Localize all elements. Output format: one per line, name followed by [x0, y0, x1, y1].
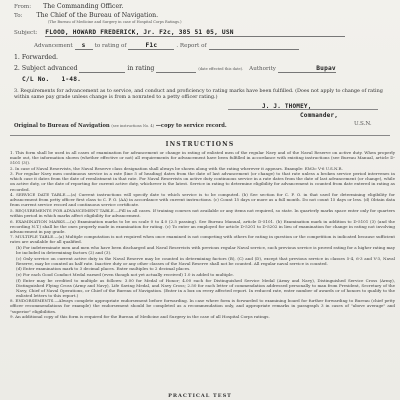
item-forwarded: 1. Forwarded.	[14, 54, 59, 61]
instructions-title: INSTRUCTIONS	[165, 141, 235, 148]
from-line	[14, 3, 123, 11]
subject-line	[14, 29, 345, 37]
advancement-from: s	[75, 42, 93, 50]
instructions-body	[10, 150, 395, 320]
footer-title: PRACTICAL TEST	[168, 393, 232, 399]
advanced-label: 2. Subject advanced	[14, 65, 78, 72]
cl-line	[22, 76, 81, 83]
advancement-line	[34, 42, 299, 50]
instruction-7a: 7. MULTIPLE TABLE.—(a) Multiple computation is not required when once examined is not competing with others for rating in question or the competition is indicated because sufficient rates are available for all qualified.	[10, 234, 395, 245]
instruction-2: 2. In case of Naval Reservists, the Naval Reserve class designation shall always be shown along with the rating wherever it appears. Example: EM3c V-6 U.S.N.R.	[10, 165, 343, 171]
authority-label: Authority	[249, 66, 276, 72]
instruction-4: 4. SERVICE DATE TABLE.—(a) Current instructions will specify date to which service is to be computed. (b) See section for C. P. O. in that used for determining eligibility for advancement from petty officer first class to C. P. O. (AA) in accordance with current instructions. (c) Count 15 days or more as a full month. Do not count 15 days or less. (d) Obtain data from current service record and continuous service certificate.	[10, 192, 395, 208]
cl-value: 1-48.	[61, 76, 82, 83]
subject-label: Subject:	[14, 30, 38, 36]
instruction-7f: (f) Enter may be credited to multiple as follows: 3.00 for Medal of Honor; 4.00 each for Distinguished Service Medal (Army and Navy), Distinguished Service Cross (Army), Distinguished Flying Cross (Army and Navy), Life Saving Medal, and Navy Cross; 2.50 for each letter of commendation addressed personally to man from President, Secretary of the Navy, Chief of Naval Operations, or Chief of the Bureau of Navigation. (Enter in a box on every affected report. In reduced rate, enter number of awards or of honors to qualify to the enlisted letters to this report.)	[16, 277, 395, 298]
to-value: The Chief of the Bureau of Navigation.	[36, 12, 159, 19]
original-note: (see instructions No. 4)	[111, 124, 155, 128]
to-label: To:	[14, 13, 23, 19]
cl-label: C/L No.	[22, 76, 50, 83]
report-of-label: . Report of	[176, 43, 207, 49]
instruction-9: 9. An additional copy of this form is required for the Bureau of Medicine and Surgery in the case of all Hospital Corps ratings.	[10, 314, 270, 320]
authority-value: Bupav	[278, 65, 336, 73]
from-label: From:	[14, 4, 32, 10]
instruction-5: 5. REQUIREMENTS FOR ADVANCEMENT TABLE.—Fill in all cases. If training courses not available or any items not required, so state. In quarterly marks space enter only for quarters within period in which marks affect eligibility for advancement.	[10, 207, 395, 218]
instruction-1: 1. This form shall be used in all cases of examination for advancement or change in rating of enlisted men of the regular Navy and of the Naval Reserve on active duty. When properly made out, the information shown (whether effective or not) all requirements for advancement have been fulfilled in accordance with existing instructions (see Bureau Manual, article D-5101 (3)).	[10, 150, 395, 166]
advanced-date-note: (date effected this date).	[198, 67, 244, 71]
signature-name: J. J. THOMEY,	[262, 103, 312, 110]
instruction-8: 8. ENDORSEMENTS.—Always complete appropriate endorsement before forwarding. In case where form is forwarded to examining board for further forwarding to Bureau (chief petty officer recommendations for example) the endorsement should be completed as a recommendation only, and appropriate remarks in paragraph 3 in cases of "above average" and "superior" eligibilities.	[10, 298, 395, 314]
report-of-blank	[209, 42, 299, 50]
instruction-3: 3. For regular Navy men continuous service in a rate (line 5 of heading) dates from the date of last advancement (or change) to that rate unless a broken service period intervenes in which case it dates from the date of reenlistment in that rate. For Naval Reservists on active duty continuous service in a rate dates from the date of last advancement (or change), while on active duty, or the date of reporting for current active duty, whichever is the latest. Service in rating to determine eligibility for advancement is counted from date entered in rating as recorded.	[10, 171, 395, 192]
signature-service: U.S.N.	[354, 121, 372, 127]
instruction-7d: (d) Enter examination mark to 3 decimal places. Enter multiples to 2 decimal places.	[16, 266, 191, 272]
advanced-in-rating: in rating	[127, 65, 155, 72]
instruction-7e: (e) For each Good Conduct Medal earned (even though not yet actually received) 1.0 is added to multiple.	[16, 272, 234, 278]
instruction-7c: (c) Only service on current active duty in the Naval Reserve may be counted in determining factors (B), (C) and (D), except that previous service in classes 5-4, 6-3 and V-3, Naval Reserve, may be counted as half rate. Inactive duty or any other classes of the Naval Reserve shall not be counted. All regular naval service is counted.	[16, 255, 395, 266]
advancement-to-label: to rating of	[94, 43, 127, 49]
advancement-prefix: Advancement	[34, 43, 73, 49]
signature-title: Commander,	[300, 112, 339, 119]
subject-value: FLOOD, HOWARD FREDERICK, Jr. F2c, 385 51 05, USN	[45, 29, 345, 37]
rating-blank	[156, 65, 196, 73]
divider	[10, 135, 390, 136]
original-label: Original to Bureau of Navigation	[14, 123, 110, 129]
copy-label: —copy to service record.	[155, 123, 227, 129]
to-note: (The Bureau of Medicine and Surgery in case of Hospital Corps Ratings.)	[48, 20, 182, 24]
item-requirements: 3. Requirements for advancement as to service, and conduct and proficiency to rating marks have been fulfilled. (Does not apply to change of rating within same pay grade unless change is from a nonrated to a petty officer rating.)	[14, 88, 383, 101]
original-line	[14, 123, 227, 130]
from-value: The Commanding Officer.	[43, 3, 124, 10]
advancement-to-value: F1c	[128, 42, 174, 50]
instruction-7b: (b) For indeterminate men and men who have been discharged and Naval Reservists with previous regular Naval service, such previous service is proved rating for a higher rating may be included in determining factors (2) and (3).	[16, 245, 396, 256]
instruction-6: 6. EXAMINATION MARKS.—(a) Examination marks to be on scale 0 to 4.0 (2.5 passing). See Bureau Manual, article D-5101. (b) Examination mark in addition to D-5101 (3) (and the recording N.T.) shall be the ones properly made in examination for rating. (c) To enter an employed for article D-5201 to D-5202 in lieu of examination for change in rating not involving advancement in pay grade.	[10, 218, 395, 234]
item-advanced-line	[14, 65, 336, 73]
advanced-blank	[79, 65, 125, 73]
